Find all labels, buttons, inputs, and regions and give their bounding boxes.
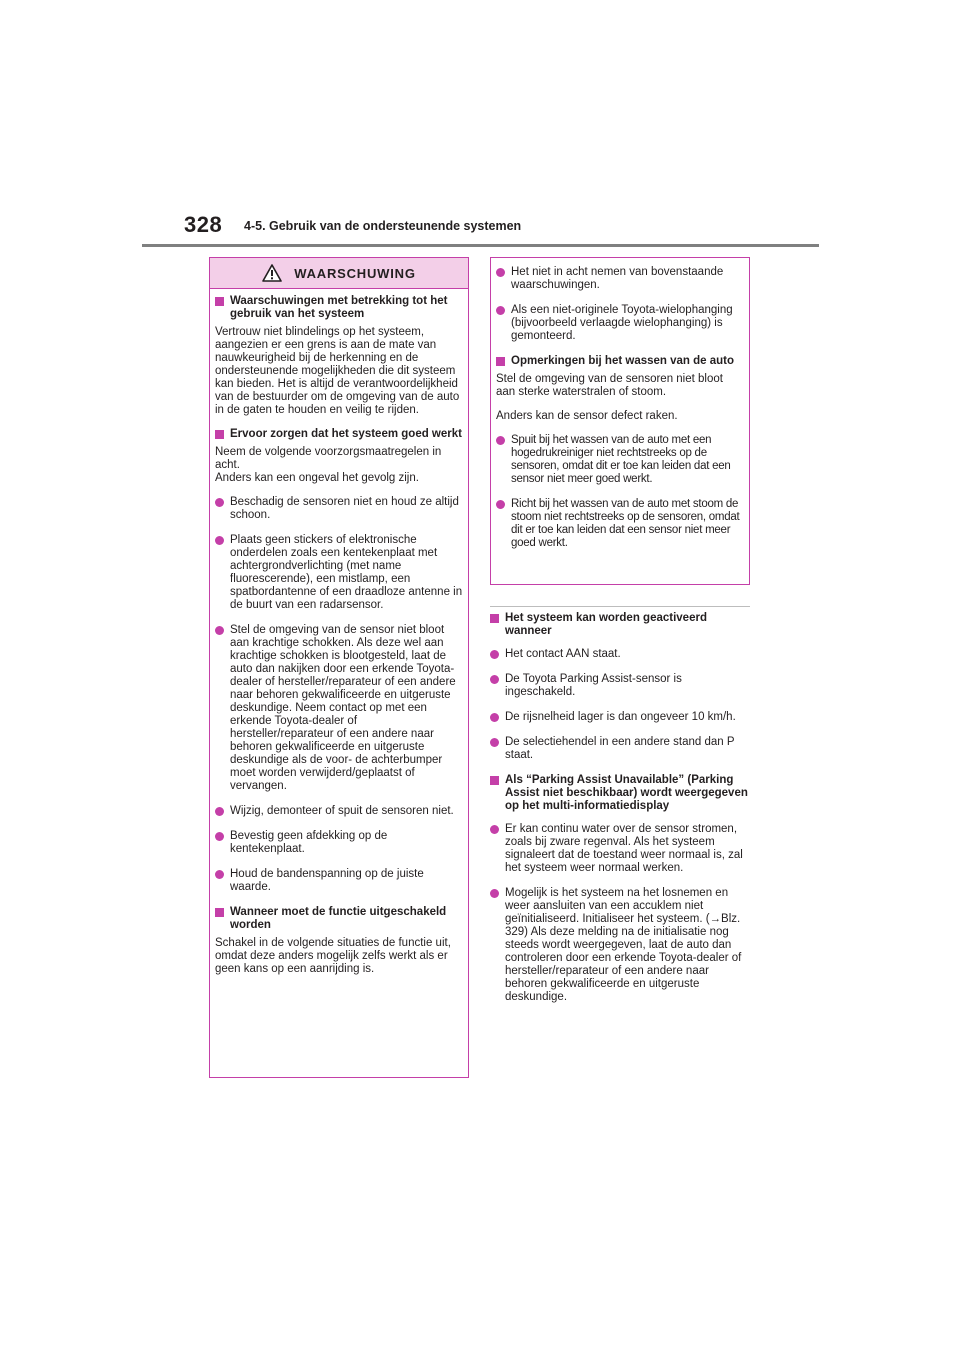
square-bullet-icon	[215, 430, 224, 439]
circle-bullet-icon	[490, 713, 499, 722]
circle-bullet-icon	[496, 268, 505, 277]
circle-bullet-icon	[490, 738, 499, 747]
warning-bullet: Beschadig de sensoren niet en houd ze altijd schoon.	[215, 496, 463, 522]
circle-bullet-icon	[215, 832, 224, 841]
circle-bullet-icon	[215, 807, 224, 816]
main-bullet: De selectiehendel in een andere stand dan P staat.	[490, 736, 752, 762]
warning-bullet: Spuit bij het wassen van de auto met een hogedrukreiniger niet rechtstreeks op de sensoren, omdat dit er toe kan leiden dat een sensor niet meer goed werkt.	[496, 434, 744, 486]
warning-paragraph: Anders kan een ongeval het gevolg zijn.	[215, 472, 419, 484]
circle-bullet-icon	[496, 306, 505, 315]
warning-bullet: Wijzig, demonteer of spuit de sensoren niet.	[215, 805, 463, 818]
page-number: 328	[184, 212, 223, 237]
circle-bullet-icon	[215, 498, 224, 507]
circle-bullet-icon	[215, 870, 224, 879]
warning-paragraph: Schakel in de volgende situaties de functie uit, omdat deze anders mogelijk zelfs werkt als er geen kans op een aanrijding is.	[215, 937, 451, 975]
square-bullet-icon	[215, 908, 224, 917]
warning-heading: Opmerkingen bij het wassen van de auto	[496, 355, 744, 368]
warning-header	[210, 258, 468, 289]
square-bullet-icon	[496, 357, 505, 366]
warning-triangle-icon	[262, 264, 282, 282]
warning-bullet: Het niet in acht nemen van bovenstaande waarschuwingen.	[496, 266, 744, 292]
circle-bullet-icon	[215, 626, 224, 635]
warning-heading: Waarschuwingen met betrekking tot het gebruik van het systeem	[215, 295, 463, 321]
main-column	[490, 612, 752, 1011]
section-heading: Het systeem kan worden geactiveerd wanneer	[490, 612, 752, 638]
warning-bullet: Houd de bandenspanning op de juiste waarde.	[215, 868, 463, 894]
circle-bullet-icon	[490, 675, 499, 684]
circle-bullet-icon	[490, 889, 499, 898]
warning-title: WAARSCHUWING	[294, 265, 416, 281]
warning-paragraph: Neem de volgende voorzorgsmaatregelen in acht.	[215, 446, 442, 471]
header-rule	[142, 244, 819, 247]
warning-paragraph: Anders kan de sensor defect raken.	[496, 410, 678, 422]
warning-box-right	[490, 257, 750, 585]
square-bullet-icon	[490, 614, 499, 623]
main-bullet: Het contact AAN staat.	[490, 648, 752, 661]
warning-box-left	[209, 257, 469, 1078]
main-bullet: De rijsnelheid lager is dan ongeveer 10 km/h.	[490, 711, 752, 724]
warning-bullet: Plaats geen stickers of elektronische onderdelen zoals een kentekenplaat met achtergrondverlichting (met name fluorescerende), een mistlamp, een spatbordantenne of een draadloze antenne in de buurt van een radarsensor.	[215, 534, 463, 612]
warning-heading: Ervoor zorgen dat het systeem goed werkt	[215, 428, 463, 441]
square-bullet-icon	[490, 776, 499, 785]
main-bullet: Er kan continu water over de sensor stromen, zoals bij zware regenval. Als het systeem signaleert dat de toestand weer normaal is, zal het systeem weer normaal werken.	[490, 823, 752, 875]
square-bullet-icon	[215, 297, 224, 306]
warning-bullet: Als een niet-originele Toyota-wielophanging (bijvoorbeeld verlaagde wielophanging) is gemonteerd.	[496, 304, 744, 343]
circle-bullet-icon	[490, 650, 499, 659]
warning-bullet: Richt bij het wassen van de auto met stoom de stoom niet rechtstreeks op de sensoren, omdat dit er toe kan leiden dat een sensor niet meer goed werkt.	[496, 498, 744, 550]
warning-paragraph: Stel de omgeving van de sensoren niet bloot aan sterke waterstralen of stoom.	[496, 373, 723, 398]
circle-bullet-icon	[490, 825, 499, 834]
warning-heading: Wanneer moet de functie uitgeschakeld worden	[215, 906, 463, 932]
section-title: 4-5. Gebruik van de ondersteunende systemen	[244, 219, 522, 233]
warning-bullet: Bevestig geen afdekking op de kentekenplaat.	[215, 830, 463, 856]
warning-paragraph: Vertrouw niet blindelings op het systeem, aangezien er een grens is aan de mate van nauwkeurigheid bij de herkenning en de ondersteunende mogelijkheden die dit systeem kan bieden. Het is altijd de verantwoordelijkheid van de bestuurder om de omgeving van de auto in de gaten te houden en veilig te rijden.	[215, 326, 460, 416]
column-divider	[490, 606, 750, 607]
warning-bullet: Stel de omgeving van de sensor niet bloot aan krachtige schokken. Als deze wel aan krachtige schokken is blootgesteld, laat de auto dan nakijken door een erkende Toyota-dealer of hersteller/reparateur of een andere naar behoren gekwalificeerde en uitgeruste deskundige. Neem contact op met een erkende Toyota-dealer of hersteller/reparateur of een andere naar behoren gekwalificeerde en uitgeruste deskundige als de voor- de achterbumper moet worden verwijderd/geplaatst of vervangen.	[215, 624, 463, 793]
warning-right-body	[491, 258, 749, 550]
warning-left-body	[210, 289, 468, 976]
main-bullet: De Toyota Parking Assist-sensor is ingeschakeld.	[490, 673, 752, 699]
circle-bullet-icon	[496, 436, 505, 445]
circle-bullet-icon	[215, 536, 224, 545]
section-heading: Als “Parking Assist Unavailable” (Parking Assist niet beschikbaar) wordt weergegeven op het multi-informatiedisplay	[490, 774, 752, 813]
main-bullet: Mogelijk is het systeem na het losnemen en weer aansluiten van een accuklem niet geïnitialiseerd. Initialiseer het systeem. (→Blz. 329) Als deze melding na de initialisatie nog steeds wordt weergegeven, laat de auto dan controleren door een erkende Toyota-dealer of hersteller/reparateur of een andere naar behoren gekwalificeerde en uitgeruste deskundige.	[490, 887, 752, 1004]
circle-bullet-icon	[496, 500, 505, 509]
